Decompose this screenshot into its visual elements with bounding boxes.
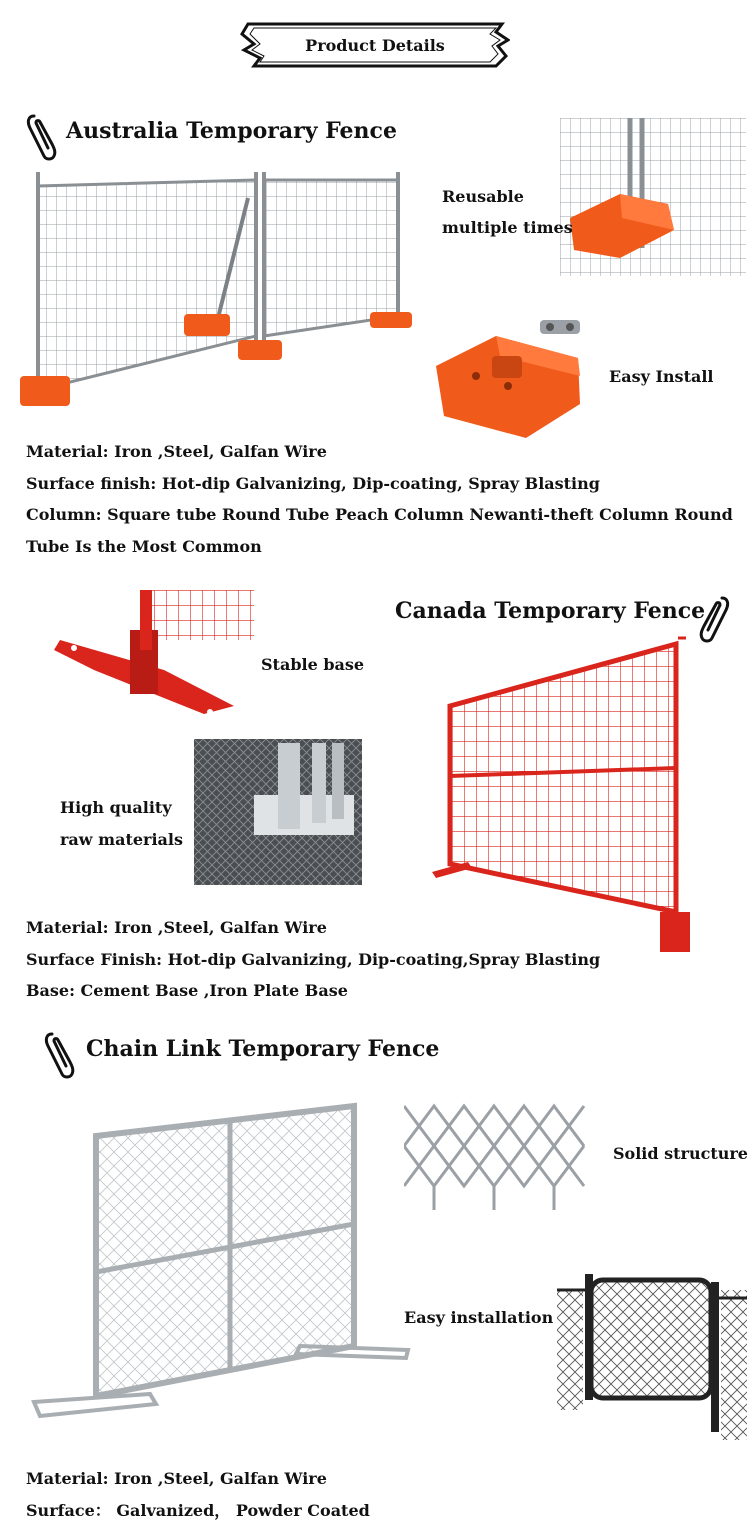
australia-specs bbox=[26, 436, 733, 562]
spec-column: Column: Square tube Round Tube Peach Column Newanti-theft Column Round bbox=[26, 505, 733, 524]
spec-column-cont: Tube Is the Most Common bbox=[26, 536, 262, 556]
spec-material: Material: Iron ,Steel, Galfan Wire bbox=[26, 918, 327, 937]
canada-title: Canada Temporary Fence bbox=[395, 598, 706, 624]
reusable-label-1: Reusable bbox=[442, 187, 524, 206]
banner-title: Product Details bbox=[305, 35, 445, 55]
australia-title: Australia Temporary Fence bbox=[66, 118, 397, 144]
raw-materials-image bbox=[194, 739, 362, 885]
chain-mesh-image bbox=[404, 1086, 588, 1216]
fence-base-image bbox=[430, 316, 590, 446]
solid-structure-label: Solid structure bbox=[613, 1144, 748, 1163]
easy-installation-label: Easy installation bbox=[404, 1308, 554, 1327]
chainlink-title: Chain Link Temporary Fence bbox=[86, 1036, 440, 1062]
easy-install-label: Easy Install bbox=[609, 367, 714, 386]
paperclip-icon bbox=[696, 594, 732, 644]
high-quality-label-1: High quality bbox=[60, 798, 172, 817]
canada-fence-image bbox=[428, 636, 696, 956]
stable-base-label: Stable base bbox=[261, 655, 365, 674]
paperclip-icon bbox=[24, 112, 60, 162]
spec-surface: Surface： Galvanized， Powder Coated bbox=[26, 1500, 370, 1520]
spec-material: Material: Iron ,Steel, Galfan Wire bbox=[26, 442, 327, 461]
chainlink-fence-image bbox=[30, 1096, 414, 1434]
stable-base-image bbox=[34, 590, 254, 720]
spec-surface: Surface finish: Hot-dip Galvanizing, Dip-coating, Spray Blasting bbox=[26, 473, 600, 493]
reusable-label-2: multiple times bbox=[442, 218, 573, 237]
spec-base: Base: Cement Base ,Iron Plate Base bbox=[26, 981, 348, 1000]
high-quality-label-2: raw materials bbox=[60, 830, 183, 849]
spec-surface: Surface Finish: Hot-dip Galvanizing, Dip-coating,Spray Blasting bbox=[26, 949, 601, 969]
canada-specs bbox=[26, 912, 600, 1007]
australia-fence-image bbox=[6, 168, 426, 418]
chain-gate-image bbox=[557, 1270, 747, 1440]
paperclip-icon bbox=[42, 1030, 78, 1080]
spec-material: Material: Iron ,Steel, Galfan Wire bbox=[26, 1469, 327, 1488]
chainlink-specs bbox=[26, 1463, 370, 1526]
fence-foot-image bbox=[550, 118, 746, 276]
